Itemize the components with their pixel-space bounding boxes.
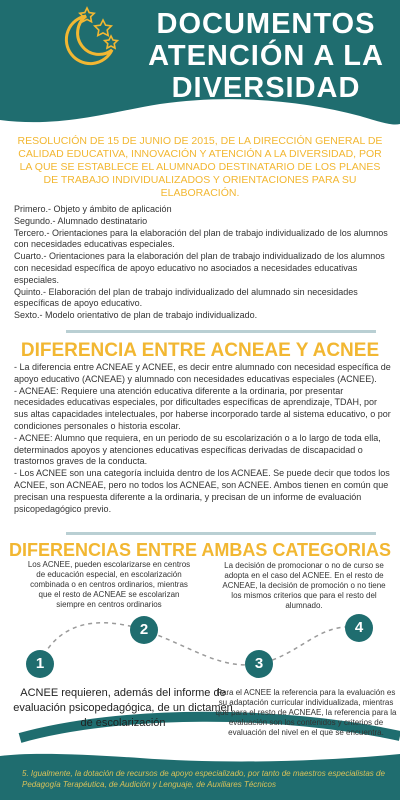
footer-text: 5. Igualmente, la dotación de recursos de apoyo especializado, por tanto de maestros especialistas de Pedagogía Terapéutica, de Audición y Lenguaje, de Auxiliares Técnicos [22,769,385,789]
section-heading-categories: DIFERENCIAS ENTRE AMBAS CATEGORIAS [8,540,392,560]
title-line-2: ATENCIÓN A LA [148,40,384,72]
step-1-text: ACNEE requieren, además del informe de evaluación psicopedagógica, de un dictamen de escolarización [13,687,233,729]
difference-item: - La diferencia entre ACNEAE y ACNEE, es decir entre alumnado con necesidad específica de apoyo educativo (ACNEAE) y alumnado con necesidades educativas especiales (ACNEE). [14,362,391,384]
step-1-circle: 1 [26,650,54,678]
moon-stars-icon [56,6,124,68]
index-item: Segundo.- Alumnado destinatario [14,215,148,226]
title-line-1: DOCUMENTOS [156,8,376,40]
step-2-circle: 2 [130,616,158,644]
index-item: Quinto.- Elaboración del plan de trabajo individualizado del alumnado sin necesidades específicas de apoyo educativo. [14,286,358,309]
page-title [138,8,394,104]
footer-banner [0,748,400,800]
difference-item: - ACNEAE: Requiere una atención educativa diferente a la ordinaria, por presentar necesidades educativas especiales, por dificultades específicas de aprendizaje, TDAH, por sus altas capacidades intelectuales, por haberse incorporado tarde al sistema educativo, o por condiciones personales o historia escolar. [14,385,391,431]
resolution-text: RESOLUCIÓN DE 15 DE JUNIO DE 2015, DE LA DIRECCIÓN GENERAL DE CALIDAD EDUCATIVA, INNOVACIÓN Y ATENCIÓN A LA DIVERSIDAD, POR LA QUE SE ESTABLECE EL ALUMNADO DESTINATARIO DE LOS PLANES DE TRABAJO INDIVIDUALIZADOS Y ORIENTACIONES PARA SU ELABORACIÓN. [17,135,383,199]
divider [66,330,376,333]
index-item: Tercero.- Orientaciones para la elaboración del plan de trabajo individualizado de los alumnos con necesidades educativas especiales. [14,227,388,250]
index-item: Primero.- Objeto y ámbito de aplicación [14,204,172,214]
index-item: Cuarto.- Orientaciones para la elaboración del plan de trabajo individualizado de los alumnos con necesidad específica de apoyo educativo no asociados a necesidades educativas especiales. [14,251,385,285]
step-3-text: Para el ACNEE la referencia para la evaluación es su adaptación curricular individualizada, mientras que para el resto de ACNEAE, la referencia para la evaluación son los contenidos y criterios de evaluación del nivel en el que se encuentra. [215,688,397,737]
divider [66,532,376,535]
title-line-3: DIVERSIDAD [171,72,361,104]
step-3-circle: 3 [245,650,273,678]
difference-item: - ACNEE: Alumno que requiera, en un periodo de su escolarización o a lo largo de toda ella, determinados apoyos y atenciones educativas específicas derivadas de discapacidad o trastornos graves de la conducta. [14,432,381,467]
step-2-text: Los ACNEE, pueden escolarizarse en centros de educación especial, en escolarización combinada o en centros ordinarios, mientras que el resto de ACNEAE se escolarizan siempre en centros ordinarios [27,560,191,609]
differences-list [14,362,392,515]
difference-item: - Los ACNEE son una categoría incluida dentro de los ACNEAE. Se puede decir que todos los ACNEE, son ACNEAE, pero no todos los ACNEAE, son ACNEE. Ambos tienen en común que precisan una respuesta diferente a la ordinaria, y precisan de un informe de evaluación psicopedagógico previo. [14,468,390,514]
section-heading-acneae-acnee: DIFERENCIA ENTRE ACNEAE Y ACNEE [20,340,380,361]
header-banner [0,0,400,140]
step-4-circle: 4 [345,614,373,642]
index-item: Sexto.- Modelo orientativo de plan de trabajo individualizado. [14,310,258,321]
document-index [14,204,392,322]
step-4-text: La decisión de promocionar o no de curso se adopta en el caso del ACNEE. En el resto de ACNEAE, la decisión de promoción o no tiene los mismos criterios que para el resto del alumnado. [222,561,386,610]
